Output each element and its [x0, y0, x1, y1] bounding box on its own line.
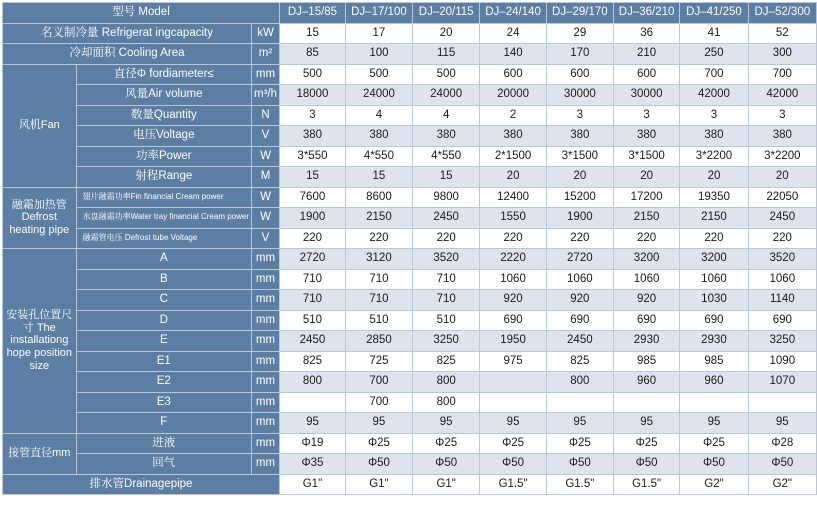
value-cell: 710	[412, 269, 479, 290]
value-cell: 960	[680, 372, 748, 393]
value-cell: 210	[613, 44, 679, 65]
spec-row	[3, 433, 817, 454]
row-label: B	[76, 269, 251, 290]
model-name: DJ–24/140	[480, 3, 546, 24]
value-cell: 3520	[748, 249, 816, 270]
group-label: 融霜加热管 Defrost heating pipe	[3, 187, 77, 249]
value-cell: 690	[748, 310, 816, 331]
value-cell: 1060	[480, 269, 546, 290]
value-cell: 700	[345, 372, 412, 393]
value-cell: 220	[613, 228, 679, 249]
value-cell: G1.5"	[546, 474, 613, 495]
value-cell: 3120	[345, 249, 412, 270]
value-cell: G1.5"	[613, 474, 679, 495]
spec-row	[3, 413, 817, 434]
value-cell: 920	[480, 290, 546, 311]
value-cell: 500	[412, 64, 479, 85]
value-cell: 1030	[680, 290, 748, 311]
value-cell: 725	[345, 351, 412, 372]
value-cell: 710	[345, 290, 412, 311]
value-cell: 2450	[412, 208, 479, 229]
value-cell: 220	[680, 228, 748, 249]
value-cell: 95	[680, 413, 748, 434]
value-cell: Φ25	[680, 433, 748, 454]
value-cell: 800	[412, 392, 479, 413]
value-cell: 600	[546, 64, 613, 85]
row-label: 排水管Drainagepipe	[3, 474, 280, 495]
value-cell: G1"	[412, 474, 479, 495]
value-cell: 95	[412, 413, 479, 434]
spec-row	[3, 23, 817, 44]
value-cell: 380	[480, 126, 546, 147]
value-cell: Φ35	[280, 454, 346, 475]
value-cell: 985	[613, 351, 679, 372]
value-cell: 3	[748, 105, 816, 126]
value-cell: Φ50	[748, 454, 816, 475]
spec-row	[3, 228, 817, 249]
spec-row	[3, 372, 817, 393]
value-cell: 15	[345, 167, 412, 188]
value-cell: 960	[613, 372, 679, 393]
value-cell: 3*1500	[613, 146, 679, 167]
value-cell: 690	[480, 310, 546, 331]
value-cell: 7600	[280, 187, 346, 208]
unit-label: N	[252, 105, 280, 126]
spec-row	[3, 85, 817, 106]
value-cell: 2930	[680, 331, 748, 352]
value-cell: 4*550	[345, 146, 412, 167]
value-cell: 115	[412, 44, 479, 65]
value-cell: 710	[280, 269, 346, 290]
value-cell: 220	[280, 228, 346, 249]
value-cell	[480, 392, 546, 413]
value-cell: 1140	[748, 290, 816, 311]
row-label: E3	[76, 392, 251, 413]
unit-label: W	[252, 146, 280, 167]
unit-label: V	[252, 126, 280, 147]
spec-row	[3, 331, 817, 352]
row-label: 翅片融霜功率Fin financial Cream power	[76, 187, 251, 208]
value-cell: 2150	[613, 208, 679, 229]
value-cell: 20	[480, 167, 546, 188]
value-cell: 95	[345, 413, 412, 434]
row-label: 功率Power	[76, 146, 251, 167]
row-label: 水盘融霜功率Water tray financial Cream power	[76, 208, 251, 229]
value-cell: 95	[546, 413, 613, 434]
value-cell	[613, 392, 679, 413]
row-label: 风量Air volume	[76, 85, 251, 106]
value-cell: 2720	[280, 249, 346, 270]
spec-row	[3, 392, 817, 413]
value-cell: 690	[680, 310, 748, 331]
value-cell	[480, 372, 546, 393]
row-label: E	[76, 331, 251, 352]
spec-row	[3, 310, 817, 331]
value-cell: 710	[412, 290, 479, 311]
unit-label: W	[252, 208, 280, 229]
value-cell: G1.5"	[480, 474, 546, 495]
value-cell: 600	[613, 64, 679, 85]
value-cell: 380	[546, 126, 613, 147]
value-cell: 2930	[613, 331, 679, 352]
value-cell: 15200	[546, 187, 613, 208]
value-cell: 2450	[748, 208, 816, 229]
value-cell: 3520	[412, 249, 479, 270]
value-cell: 825	[546, 351, 613, 372]
row-label: 融霜管电压 Defrost tube Voltage	[76, 228, 251, 249]
value-cell: 20	[546, 167, 613, 188]
value-cell: 2	[480, 105, 546, 126]
value-cell: 690	[613, 310, 679, 331]
value-cell: Φ25	[345, 433, 412, 454]
value-cell: 800	[546, 372, 613, 393]
value-cell: 380	[345, 126, 412, 147]
value-cell: 20	[680, 167, 748, 188]
value-cell: 1060	[546, 269, 613, 290]
value-cell: 985	[680, 351, 748, 372]
value-cell: 20	[613, 167, 679, 188]
value-cell: 300	[748, 44, 816, 65]
model-name: DJ–20/115	[412, 3, 479, 24]
value-cell: 3	[613, 105, 679, 126]
model-name: DJ–15/85	[280, 3, 346, 24]
value-cell: 95	[480, 413, 546, 434]
value-cell: 95	[613, 413, 679, 434]
row-label: 电压Voltage	[76, 126, 251, 147]
unit-label: W	[252, 187, 280, 208]
value-cell: 1900	[280, 208, 346, 229]
value-cell	[546, 392, 613, 413]
value-cell: 8600	[345, 187, 412, 208]
unit-label: m²	[252, 44, 280, 65]
value-cell: 20	[412, 23, 479, 44]
spec-row	[3, 105, 817, 126]
row-label: E2	[76, 372, 251, 393]
value-cell: Φ25	[613, 433, 679, 454]
value-cell: 4*550	[412, 146, 479, 167]
unit-label: kW	[252, 23, 280, 44]
value-cell: 220	[546, 228, 613, 249]
unit-label: mm	[252, 249, 280, 270]
value-cell: 3200	[680, 249, 748, 270]
value-cell	[680, 392, 748, 413]
row-label: 数量Quantity	[76, 105, 251, 126]
spec-row	[3, 290, 817, 311]
value-cell: 2150	[680, 208, 748, 229]
value-cell: 9800	[412, 187, 479, 208]
row-label: 回气	[76, 454, 251, 475]
value-cell: 3*1500	[546, 146, 613, 167]
value-cell: 85	[280, 44, 346, 65]
unit-label: mm	[252, 392, 280, 413]
row-label: D	[76, 310, 251, 331]
unit-label: mm	[252, 269, 280, 290]
unit-label: mm	[252, 413, 280, 434]
value-cell: Φ25	[480, 433, 546, 454]
value-cell: Φ25	[546, 433, 613, 454]
model-name: DJ–29/170	[546, 3, 613, 24]
value-cell: 2150	[345, 208, 412, 229]
value-cell: 2220	[480, 249, 546, 270]
value-cell: Φ50	[345, 454, 412, 475]
spec-row	[3, 64, 817, 85]
spec-row	[3, 269, 817, 290]
value-cell: 700	[345, 392, 412, 413]
value-cell: 3	[546, 105, 613, 126]
value-cell: 3	[280, 105, 346, 126]
row-label: 名义制冷量 Refrigerat ingcapacity	[3, 23, 252, 44]
value-cell: 700	[680, 64, 748, 85]
value-cell: 2450	[546, 331, 613, 352]
value-cell: 2450	[280, 331, 346, 352]
value-cell: Φ25	[412, 433, 479, 454]
value-cell: 710	[345, 269, 412, 290]
value-cell: 24000	[345, 85, 412, 106]
value-cell	[280, 392, 346, 413]
value-cell: 3*550	[280, 146, 346, 167]
value-cell: Φ50	[412, 454, 479, 475]
value-cell: 1900	[546, 208, 613, 229]
group-label: 风机Fan	[3, 64, 77, 187]
value-cell: 3*2200	[748, 146, 816, 167]
spec-row	[3, 187, 817, 208]
row-label: 冷却面积 Cooling Area	[3, 44, 252, 65]
value-cell: 3250	[748, 331, 816, 352]
value-cell: 17200	[613, 187, 679, 208]
row-label: 进液	[76, 433, 251, 454]
value-cell: G2"	[680, 474, 748, 495]
unit-label: mm	[252, 310, 280, 331]
value-cell: 15	[412, 167, 479, 188]
unit-label: mm	[252, 64, 280, 85]
value-cell: 29	[546, 23, 613, 44]
value-cell: 95	[748, 413, 816, 434]
value-cell: 220	[748, 228, 816, 249]
unit-label: M	[252, 167, 280, 188]
value-cell: Φ50	[680, 454, 748, 475]
value-cell: 20	[748, 167, 816, 188]
spec-row	[3, 167, 817, 188]
value-cell: 250	[680, 44, 748, 65]
spec-row	[3, 454, 817, 475]
unit-label: mm	[252, 331, 280, 352]
model-name: DJ–17/100	[345, 3, 412, 24]
value-cell: 17	[345, 23, 412, 44]
row-label: 射程Range	[76, 167, 251, 188]
value-cell: 12400	[480, 187, 546, 208]
row-label: F	[76, 413, 251, 434]
value-cell: 510	[412, 310, 479, 331]
value-cell: 1060	[680, 269, 748, 290]
value-cell: 500	[280, 64, 346, 85]
unit-label: mm	[252, 433, 280, 454]
model-name: DJ–41/250	[680, 3, 748, 24]
value-cell: G2"	[748, 474, 816, 495]
spec-row	[3, 146, 817, 167]
header-row	[3, 3, 817, 24]
value-cell: 220	[412, 228, 479, 249]
value-cell: 1090	[748, 351, 816, 372]
value-cell: 3200	[613, 249, 679, 270]
value-cell: 825	[412, 351, 479, 372]
value-cell: 42000	[680, 85, 748, 106]
value-cell: 1950	[480, 331, 546, 352]
spec-table	[2, 2, 817, 495]
value-cell: 380	[748, 126, 816, 147]
value-cell: 42000	[748, 85, 816, 106]
row-label: 直径Φ fordiameter≤	[76, 64, 251, 85]
value-cell: 2*1500	[480, 146, 546, 167]
value-cell: 510	[280, 310, 346, 331]
value-cell: 4	[345, 105, 412, 126]
value-cell: 15	[280, 23, 346, 44]
value-cell: 18000	[280, 85, 346, 106]
value-cell: 380	[280, 126, 346, 147]
value-cell: 1550	[480, 208, 546, 229]
unit-label: mm	[252, 351, 280, 372]
value-cell: 1060	[613, 269, 679, 290]
value-cell: 4	[412, 105, 479, 126]
value-cell: 95	[280, 413, 346, 434]
value-cell: 690	[546, 310, 613, 331]
value-cell: 24000	[412, 85, 479, 106]
value-cell: 380	[412, 126, 479, 147]
value-cell: 500	[345, 64, 412, 85]
value-cell: Φ50	[546, 454, 613, 475]
unit-label: mm	[252, 372, 280, 393]
group-label: 安装孔位置尺寸 The installationg hope position size	[3, 249, 77, 434]
value-cell: 800	[412, 372, 479, 393]
value-cell: 975	[480, 351, 546, 372]
value-cell: 220	[345, 228, 412, 249]
value-cell: 170	[546, 44, 613, 65]
value-cell: 800	[280, 372, 346, 393]
model-header-label: 型号 Model	[3, 3, 280, 24]
value-cell: 36	[613, 23, 679, 44]
spec-row	[3, 44, 817, 65]
unit-label: mm	[252, 290, 280, 311]
spec-row	[3, 126, 817, 147]
value-cell: 1070	[748, 372, 816, 393]
spec-row	[3, 351, 817, 372]
value-cell: Φ50	[613, 454, 679, 475]
value-cell: 15	[280, 167, 346, 188]
value-cell: G1"	[280, 474, 346, 495]
value-cell: 710	[280, 290, 346, 311]
model-name: DJ–36/210	[613, 3, 679, 24]
spec-row	[3, 474, 817, 495]
value-cell: 380	[680, 126, 748, 147]
spec-row	[3, 208, 817, 229]
value-cell: 1060	[748, 269, 816, 290]
row-label: C	[76, 290, 251, 311]
spec-row	[3, 249, 817, 270]
group-label: 接管直径mm	[3, 433, 77, 474]
model-name: DJ–52/300	[748, 3, 816, 24]
value-cell: 20000	[480, 85, 546, 106]
value-cell: 600	[480, 64, 546, 85]
value-cell: 920	[546, 290, 613, 311]
value-cell: Φ19	[280, 433, 346, 454]
value-cell: 19350	[680, 187, 748, 208]
value-cell: 380	[613, 126, 679, 147]
row-label: A	[76, 249, 251, 270]
unit-label: V	[252, 228, 280, 249]
value-cell: 220	[480, 228, 546, 249]
value-cell: 3*2200	[680, 146, 748, 167]
value-cell: Φ28	[748, 433, 816, 454]
value-cell: 920	[613, 290, 679, 311]
table-body	[3, 3, 817, 495]
unit-label: mm	[252, 454, 280, 475]
value-cell: G1"	[345, 474, 412, 495]
value-cell: 22050	[748, 187, 816, 208]
value-cell: Φ50	[480, 454, 546, 475]
value-cell: 2850	[345, 331, 412, 352]
value-cell: 825	[280, 351, 346, 372]
value-cell: 30000	[546, 85, 613, 106]
value-cell: 41	[680, 23, 748, 44]
value-cell: 30000	[613, 85, 679, 106]
value-cell: 100	[345, 44, 412, 65]
value-cell: 52	[748, 23, 816, 44]
value-cell: 3250	[412, 331, 479, 352]
value-cell: 2720	[546, 249, 613, 270]
unit-label: m³/h	[252, 85, 280, 106]
value-cell: 24	[480, 23, 546, 44]
value-cell: 700	[748, 64, 816, 85]
value-cell	[748, 392, 816, 413]
value-cell: 3	[680, 105, 748, 126]
value-cell: 140	[480, 44, 546, 65]
value-cell: 510	[345, 310, 412, 331]
row-label: E1	[76, 351, 251, 372]
